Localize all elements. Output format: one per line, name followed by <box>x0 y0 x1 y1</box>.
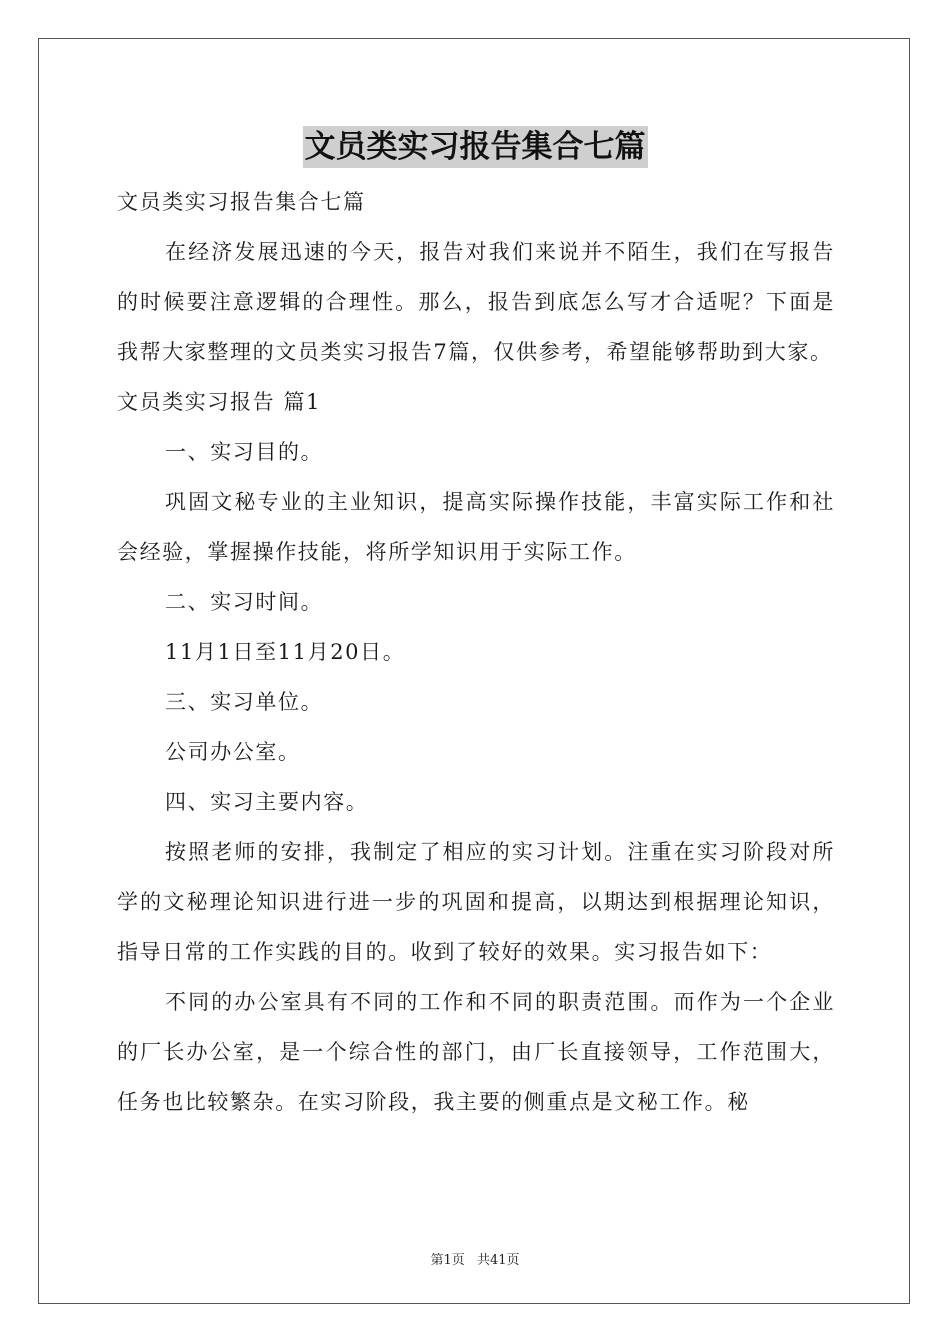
total-pages: 共41页 <box>476 1253 520 1268</box>
document-body <box>117 177 835 1127</box>
intro-paragraph: 在经济发展迅速的今天，报告对我们来说并不陌生，我们在写报告的时候要注意逻辑的合理性。那么，报告到底怎么写才合适呢？下面是我帮大家整理的文员类实习报告7篇，仅供参考，希望能够帮助到大家。 <box>117 240 835 364</box>
item2-paragraph: 11月1日至11月20日。 <box>165 640 406 664</box>
item1-paragraph: 巩固文秘专业的主业知识，提高实际操作技能，丰富实际工作和社会经验，掌握操作技能，将所学知识用于实际工作。 <box>117 490 835 564</box>
document-subtitle: 文员类实习报告集合七篇 <box>117 190 366 214</box>
item2-heading: 二、实习时间。 <box>165 590 324 614</box>
document-title: 文员类实习报告集合七篇 <box>303 126 648 168</box>
item4-paragraph-1: 按照老师的安排，我制定了相应的实习计划。注重在实习阶段对所学的文秘理论知识进行进一步的巩固和提高，以期达到根据理论知识，指导日常的工作实践的目的。收到了较好的效果。实习报告如下： <box>117 840 835 964</box>
item3-paragraph: 公司办公室。 <box>165 740 301 764</box>
item4-heading: 四、实习主要内容。 <box>165 790 369 814</box>
title-area <box>0 126 950 168</box>
page-footer <box>0 1249 950 1268</box>
page-number: 第1页 <box>430 1253 465 1268</box>
item4-paragraph-2: 不同的办公室具有不同的工作和不同的职责范围。而作为一个企业的厂长办公室，是一个综合性的部门，由厂长直接领导，工作范围大，任务也比较繁杂。在实习阶段，我主要的侧重点是文秘工作。秘 <box>117 990 835 1114</box>
item1-heading: 一、实习目的。 <box>165 440 324 464</box>
item3-heading: 三、实习单位。 <box>165 690 324 714</box>
section-heading: 文员类实习报告 篇1 <box>117 390 322 414</box>
